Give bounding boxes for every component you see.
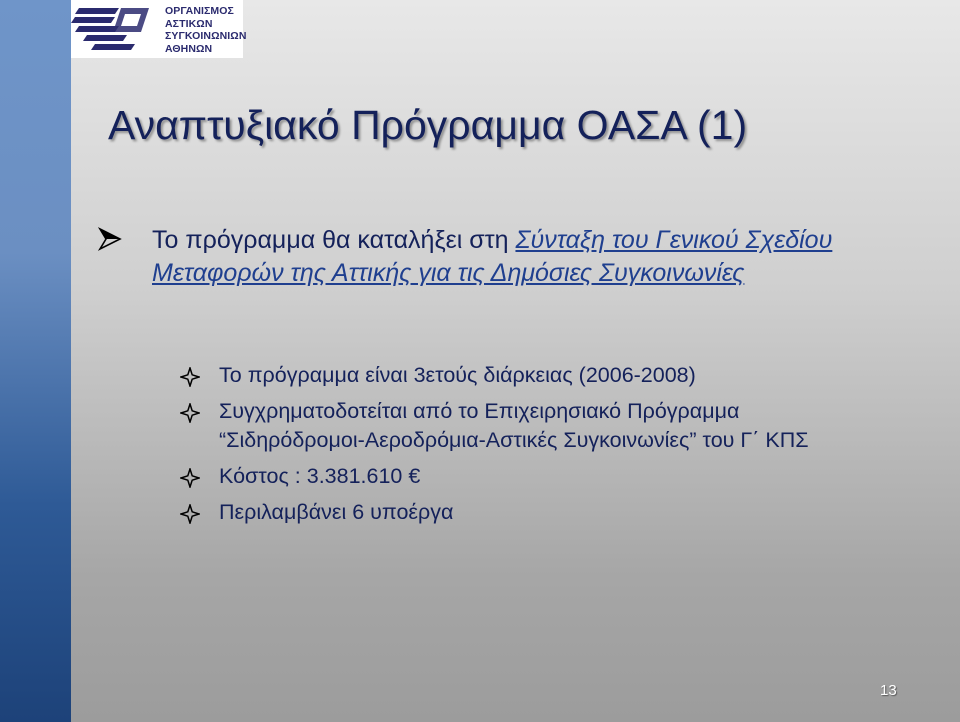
sub-bullet-text: Συγχρηματοδοτείται από το Επιχειρησιακό Πρόγραμμα “Σιδηρόδρομοι-Αεροδρόμια-Αστικές Συγκοινωνίες” του Γ΄ ΚΠΣ xyxy=(219,399,809,452)
sub-bullet-cost xyxy=(180,462,880,491)
oasa-logo xyxy=(71,0,247,58)
sub-bullet-duration xyxy=(180,361,880,390)
arrowhead-bullet-icon xyxy=(98,227,122,251)
sub-bullet-text: Το πρόγραμμα είναι 3ετούς διάρκειας (2006-2008) xyxy=(219,363,696,387)
main-bullet-plain: Το πρόγραμμα θα καταλήξει στη xyxy=(152,226,516,254)
logo-line-3: ΣΥΓΚΟΙΝΩΝΙΩΝ xyxy=(165,30,247,42)
sub-bullet-list xyxy=(180,361,880,534)
sub-bullet-funding xyxy=(180,397,880,455)
logo-line-1: ΟΡΓΑΝΙΣΜΟΣ xyxy=(165,5,234,17)
diamond-bullet-icon xyxy=(180,468,200,488)
logo-line-2: ΑΣΤΙΚΩΝ xyxy=(165,17,213,30)
diamond-bullet-icon xyxy=(180,504,200,524)
logo-org-name xyxy=(165,5,247,55)
logo-line-4: ΑΘΗΝΩΝ xyxy=(165,42,213,55)
main-bullet-text xyxy=(152,224,852,290)
left-accent-stripe xyxy=(0,0,71,722)
sub-bullet-text: Κόστος : 3.381.610 € xyxy=(219,464,421,488)
plan-link[interactable]: Σύνταξη του Γενικού Σχεδίου Μεταφορών της Αττικής για τις Δημόσιες Συγκοινωνίες xyxy=(152,226,833,287)
slide-title: Αναπτυξιακό Πρόγραμμα ΟΑΣΑ (1) xyxy=(108,102,748,148)
sub-bullet-subprojects xyxy=(180,498,880,527)
diamond-bullet-icon xyxy=(180,403,200,423)
diamond-bullet-icon xyxy=(180,367,200,387)
page-number: 13 xyxy=(880,682,897,699)
sub-bullet-text: Περιλαμβάνει 6 υποέργα xyxy=(219,500,454,524)
oasa-emblem-icon xyxy=(71,4,153,56)
